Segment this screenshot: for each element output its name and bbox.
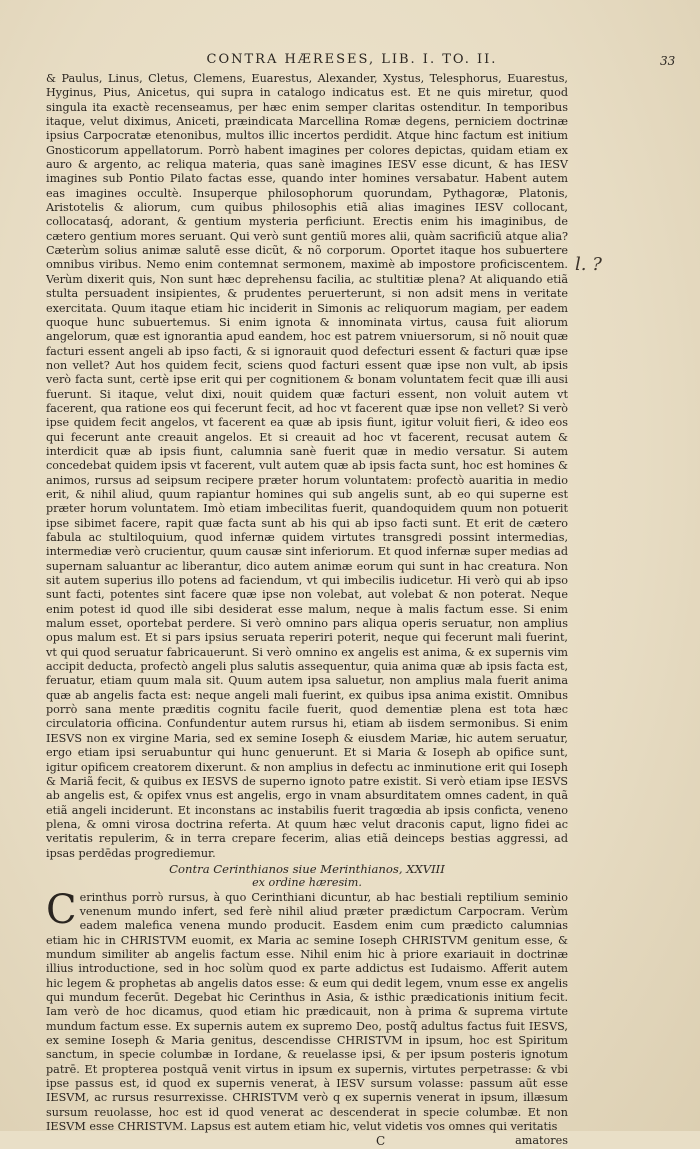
section-title: Contra Cerinthianos siue Merinthianos, XXVIII bbox=[169, 861, 445, 876]
paragraph-cerinthus bbox=[46, 886, 568, 1135]
page-number: 33 bbox=[660, 54, 676, 68]
drop-capital: C bbox=[46, 886, 77, 933]
catchword: amatores bbox=[515, 1134, 568, 1148]
signature-line bbox=[46, 1134, 568, 1148]
text-body bbox=[46, 72, 568, 1149]
running-title: CONTRA HÆRESES, LIB. I. TO. II. bbox=[206, 52, 498, 67]
paragraph-cerinthus-text: erinthus porrò rursus, à quo Cerinthiani dicuntur, ab hac bestiali reptilium seminio venenum mundo infert, sed ferè nihil aliud præter prædictum Carpocram. Verùm eadem malefica venena mundo producit. Easdem enim cum prædicto calumnias etiam hic in CHRISTVM euomit, ex Maria ac semine Ioseph CHRISTVM genitum esse, & mundum similiter ab angelis factum esse. Nihil enim hic à priore exariauit in doctrinæ illius introductione, sed in hoc solùm quod ex parte addictus est Iudaismo. Afferit autem hic legem & prophetas ab angelis datos esse: & eum qui dedit legem, vnum esse ex angelis qui mundum fecerūt. Degebat hic Cerinthus in Asia, & isthic prædicationis initium fecit. Iam verò de hoc dicamus, quod etiam hic prædicauit, non à prima & suprema virtute mundum factum esse. Ex supernis autem ex supremo Deo, postq̃ adultus factus fuit IESVS, ex semine Ioseph & Maria genitus, descendisse CHRISTVM in ipsum, hoc est Spiritum sanctum, in specie columbæ in Iordane, & reuelasse ipsi, & per ipsum posteris ignotum patrē. Et propterea postquã venit virtus in ipsum ex supernis, virtutes perpetrasse: & vbi ipse passus est, id quod ex supernis venerat, à IESV sursum volasse: passum aūt esse IESVM, ac rursus resurrexisse. CHRISTVM verò q ex supernis venerat in ipsum, illæsum sursum reuolasse, hoc est id quod venerat ac descenderat in specie columbæ. Et non IESVM esse CHRISTVM. Lapsus est autem etiam hic, velut videtis vos omnes qui veritatis bbox=[46, 890, 568, 1134]
section-subtitle: ex ordine hæresim. bbox=[252, 876, 362, 890]
margin-annotation: l. ? bbox=[575, 254, 602, 275]
paragraph-main: & Paulus, Linus, Cletus, Clemens, Euarestus, Alexander, Xystus, Telesphorus, Euarestus, Hyginus, Pius, Anicetus, qui supra in catalogo indicatus est. Et ne quis miretur, quod singula ita exactè recenseamus, per hæc enim semper claritas ostenditur. In temporibus itaque, velut diximus, Aniceti, præindicata Marcellina Romæ degens, perniciem doctrinæ ipsius Carpocratæ etenonibus, multos illic incertos perdidit. Atque hinc factum est initium Gnosticorum appellatorum. Porrò habent imagines per colores depictas, quidam etiam ex auro & argento, ac reliqua materia, quas sanè imagines IESV esse dicunt, & has IESV imagines sub Pontio Pilato factas esse, quando inter homines versabatur. Habent autem eas imagines occultè. Insuperque philosophorum quorundam, Pythagoræ, Platonis, Aristotelis & aliorum, cum quibus philosophis etiã alias imagines IESV collocant, collocatasq́, adorant, & gentium mysteria perficiunt. Erectis enim his imaginibus, de cætero gentium mores seruant. Qui verò sunt gentiũ mores alii, quàm sacrificiũ atque alia? Cæterùm solius animæ salutē esse dicũt, & nõ corporum. Oportet itaque hos subuertere omnibus viribus. Nemo enim contemnat sermonem, maximè ab impostore proficiscentem. Verùm dixerit quis, Non sunt hæc deprehensu facilia, ac stultitiæ plena? At aliquando etiã stulta persuadent insipientes, & prudentes peruerterunt, si non adsit mens in veritate exercitata. Quum itaque etiam hic inciderit in Simonis ac reliquorum magiam, per eadem quoque hunc subuertemus. Si enim ignota & innominata virtus, causa fuit aliorum angelorum, quæ est ignorantia apud eandem, hoc est patrem vniuersorum, si nõ nouit quæ facturi essent angeli ab ipso facti, & si ignorauit quod defecturi essent & facturi quæ ipse non vellet? Aut hos quidem fecit, sciens quod facturi essent quæ ipse non vult, ab ipsis verò facta sunt, certè ipse erit qui per cognitionem & bonam voluntatem fecit quæ illi ausi fuerunt. Si itaque, velut dixi, nouit quidem quæ facturi essent, non voluit autem vt facerent, qua ratione eos qui fecerunt fecit, ad hoc vt facerent quæ ipse non vellet? Si verò ipse quidem fecit angelos, vt facerent ea quæ ab ipsis fiunt, igitur voluit fieri, & ideo eos qui fecerunt ante creauit angelos. Et si creauit ad hoc vt facerent, recusat autem & interdicit quæ ab ipsis fiunt, calumnia sanè fuerit quæ in medio versatur. Si autem concedebat quidem ipsis vt facerent, vult autem quæ ab ipsis facta sunt, hoc est homines & animos, rursus ad seipsum recipere præter horum voluntatem: profectò auaritia in medio erit, & nihil aliud, quum rapiantur homines qui sub angelis sunt, ab eo qui superne est præter horum voluntatem. Imò etiam imbecilitas fuerit, quandoquidem quum non potuerit ipse sibimet facere, rapit quæ facta sunt ab his qui ab ipso facti sunt. Et erit de cætero fabula ac stultiloquium, quod infernæ quidem virtutes transgredi possint intermedias, intermediæ verò crucientur, quum causæ sint inferiorum. Et quod infernæ super medias ad supernam saluantur ac liberantur, dico autem animæ eorum qui sunt in hac creatura. Non sit autem superius illo potens ad faciendum, vt qui imbecilis iudicetur. Hi verò qui ab ipso sunt facti, potentes sint facere quæ ipse non volebat, aut volebat & non poterat. Neque enim potest id quod ille sibi desiderat esse malum, neque à malis factum esse. Si enim malum esset, oportebat perdere. Si verò omnino pars aliqua operis seruatur, non amplius opus malum est. Et si pars ipsius seruata reperiri poterit, neque qui fecerunt mali fuerint, vt qui quod seruatur fabricauerunt. Si verò omnino ex angelis est anima, & ex supernis vim accipit deducta, profectò angeli plus salutis assequentur, quia anima quæ ab ipsis facta est, feruatur, etiam quum mala sit. Quum autem ipsa saluetur, non amplius mala fuerit anima quæ ab angelis facta est: neque angeli mali fuerint, ex quibus ipsa anima existit. Omnibus porrò sana mente præditis cognitu facile fuerit, quod dementiæ plena est tota hæc circulatoria officina. Confundentur autem rursus hi, etiam ab iisdem sermonibus. Si enim IESVS non ex virgine Maria, sed ex semine Ioseph & eiusdem Mariæ, hic autem seruatur, ergo etiam ipsi seruabuntur qui hunc genuerunt. Et si Maria & Ioseph ab opifice sunt, igitur opificem creatorem dixerunt. & non amplius in defectu ac inminutione erit qui Ioseph & Mariã fecit, & quibus ex IESVS de superno ignoto patre existit. Si verò etiam ipse IESVS ab angelis est, & opifex vnus est angelis, ergo in vnam absurditatem omnes cadent, in quã etiã angeli inciderunt. Et inconstans ac instabilis fuerit tragœdia ab ipsis conficta, veneno plena, & omni virosa doctrina referta. At quum hæc velut draconis caput, ligno fidei ac veritatis repulerim, & in terra crepare fecerim, alias etiã deinceps bestias aggressi, ad ipsas perdēdas progrediemur. bbox=[46, 72, 568, 860]
signature-mark: C bbox=[376, 1134, 386, 1149]
